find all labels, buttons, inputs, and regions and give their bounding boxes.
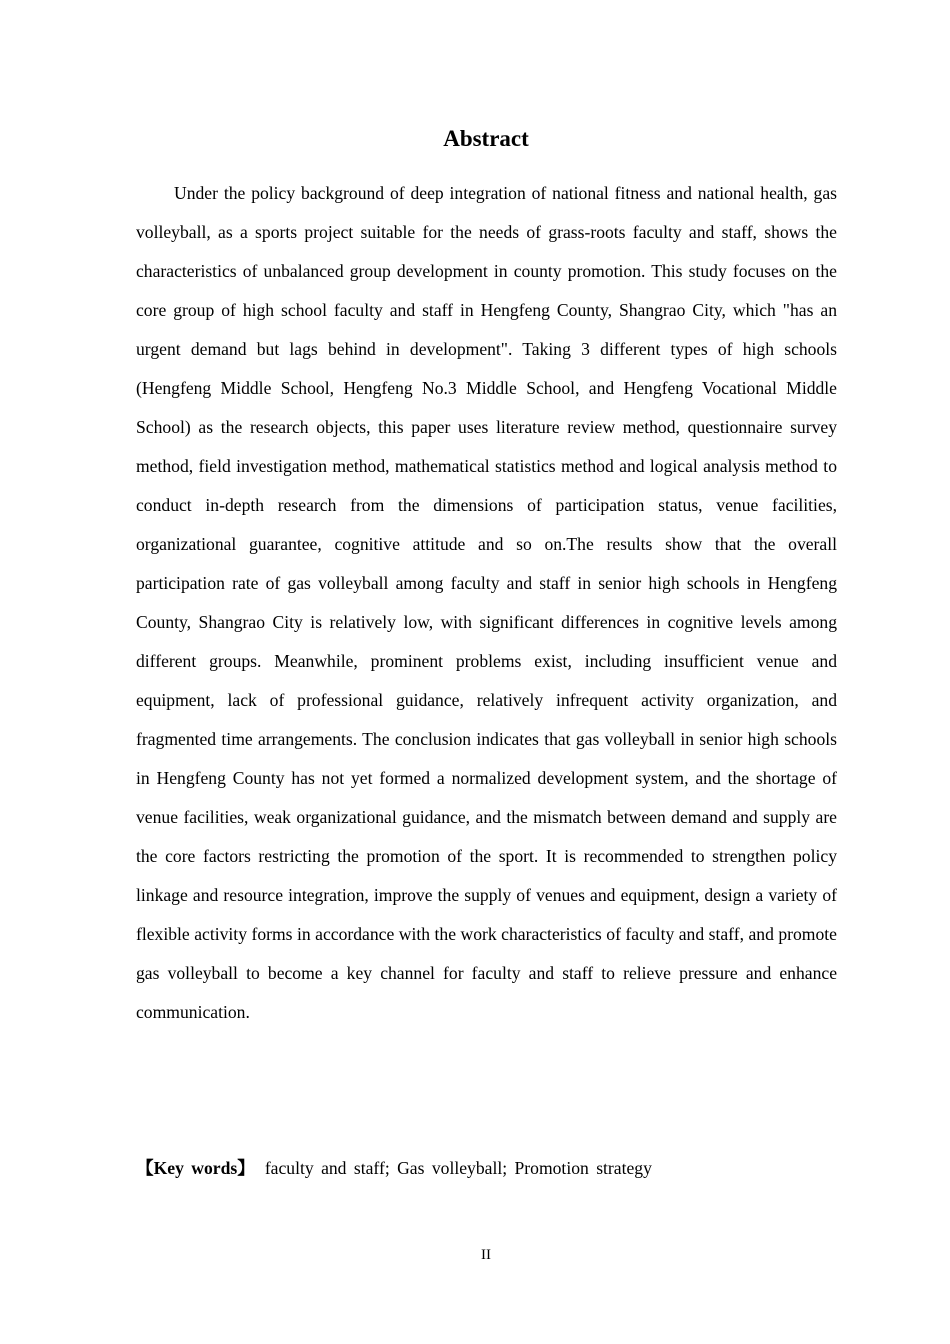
keywords-label: 【Key words】 xyxy=(136,1158,255,1178)
page-number: II xyxy=(481,1247,491,1263)
abstract-title: Abstract xyxy=(443,126,529,151)
keywords-text: faculty and staff; Gas volleyball; Promotion strategy xyxy=(264,1158,652,1178)
abstract-body: Under the policy background of deep integration of national fitness and national health, gas volleyball, as a sports project suitable for the needs of grass-roots faculty and staff, shows the characteristics of unbalanced group development in county promotion. This study focuses on the core group of high school faculty and staff in Hengfeng County, Shangrao City, which "has an urgent demand but lags behind in development". Taking 3 different types of high schools (Hengfeng Middle School, Hengfeng No.3 Middle School, and Hengfeng Vocational Middle School) as the research objects, this paper uses literature review method, questionnaire survey method, field investigation method, mathematical statistics method and logical analysis method to conduct in-depth research from the dimensions of participation status, venue facilities, organizational guarantee, cognitive attitude and so on.The results show that the overall participation rate of gas volleyball among faculty and staff in senior high schools in Hengfeng County, Shangrao City is relatively low, with significant differences in cognitive levels among different groups. Meanwhile, prominent problems exist, including insufficient venue and equipment, lack of professional guidance, relatively infrequent activity organization, and fragmented time arrangements. The conclusion indicates that gas volleyball in senior high schools in Hengfeng County has not yet formed a normalized development system, and the shortage of venue facilities, weak organizational guidance, and the mismatch between demand and supply are the core factors restricting the promotion of the sport. It is recommended to strengthen policy linkage and resource integration, improve the supply of venues and equipment, design a variety of flexible activity forms in accordance with the work characteristics of faculty and staff, and promote gas volleyball to become a key channel for faculty and staff to relieve pressure and enhance communication. xyxy=(136,183,837,1022)
keywords-line xyxy=(136,1153,837,1183)
